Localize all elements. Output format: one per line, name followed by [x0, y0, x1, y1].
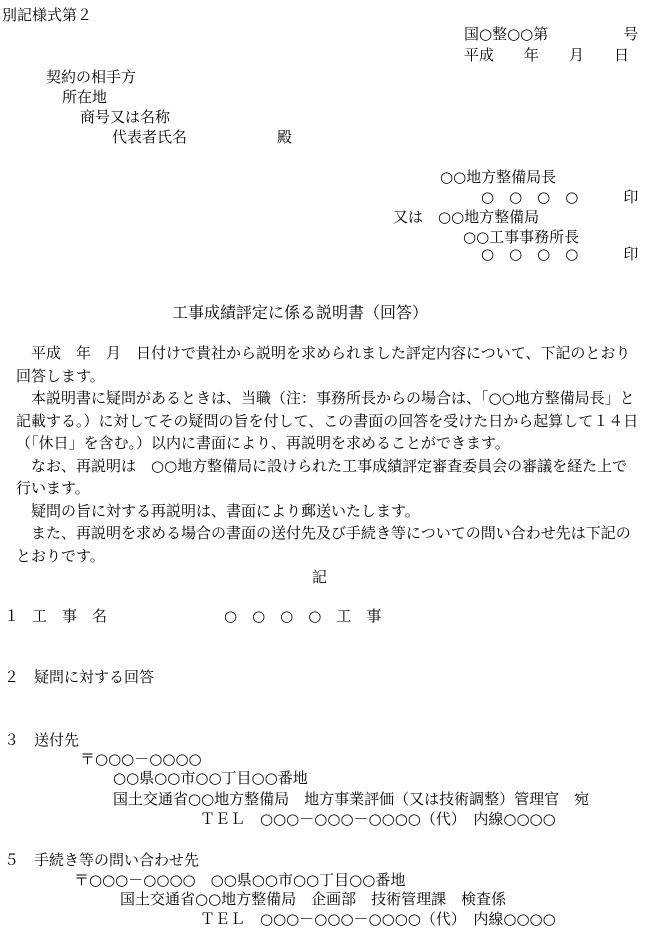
paragraph-2: 本説明書に疑問があるときは、当職（注：事務所長からの場合は、「○○地方整備局長」と記載する。）に対してその疑問の旨を付して、この書面の回答を受けた日から起算して１４日（「休日」を含む。）以内に書面により、再説明を求めることができます。 — [16, 389, 639, 452]
item-1-value: ○ ○ ○ ○ 工 事 — [224, 607, 382, 625]
sender-line-1: ○○地方整備局長 — [440, 168, 557, 186]
item-5-postal-address: 〒○○○－○○○○ ○○県○○市○○丁目○○番地 — [74, 871, 406, 889]
item-1-number: １ — [4, 607, 20, 625]
recipient-company: 商号又は名称 — [80, 108, 171, 126]
item-2-heading: ２ 疑問に対する回答 — [4, 668, 155, 686]
recipient-address: 所在地 — [62, 88, 108, 106]
item-3-address: ○○県○○市○○丁目○○番地 — [113, 769, 308, 787]
ki-heading: 記 — [312, 568, 328, 586]
recipient-representative: 代表者氏名 殿 — [112, 128, 293, 146]
paragraph-1: 平成 年 月 日付けで貴社から説明を求められました評定内容について、下記のとおり回答します。 — [16, 344, 631, 385]
sender-seal-line-1: ○ ○ ○ ○ 印 — [481, 188, 639, 206]
body-text — [16, 342, 642, 567]
item-3-postal: 〒○○○－○○○○ — [80, 750, 202, 768]
paragraph-3: なお、再説明は ○○地方整備局に設けられた工事成績評定審査委員会の審議を経た上で行います。 — [16, 456, 628, 497]
item-5-tel: ＴＥＬ ○○○－○○○－○○○○（代） 内線○○○○ — [200, 910, 556, 928]
sender-line-4: ○○工事事務所長 — [463, 228, 580, 246]
document-title: 工事成績評定に係る説明書（回答） — [172, 303, 429, 322]
sender-seal-line-2: ○ ○ ○ ○ 印 — [481, 245, 639, 263]
item-5-heading: ５ 手続き等の問い合わせ先 — [4, 851, 200, 869]
item-3-destination: 国土交通省○○地方整備局 地方事業評価（又は技術調整）管理官 宛 — [113, 790, 590, 808]
item-1-label: 工 事 名 — [32, 607, 108, 625]
recipient-heading: 契約の相手方 — [46, 68, 137, 86]
date-line: 平成 年 月 日 — [464, 46, 630, 64]
paragraph-5: また、再説明を求める場合の書面の送付先及び手続き等についての問い合わせ先は下記のとおりです。 — [16, 524, 631, 565]
item-5-destination: 国土交通省○○地方整備局 企画部 技術管理課 検査係 — [120, 890, 507, 908]
form-label: 別記様式第２ — [2, 6, 93, 24]
document-number: 国○整○○第 号 — [464, 25, 639, 43]
item-3-heading: ３ 送付先 — [4, 731, 80, 749]
sender-line-3: 又は ○○地方整備局 — [393, 208, 540, 226]
paragraph-4: 疑問の旨に対する再説明は、書面により郵送いたします。 — [16, 501, 420, 520]
item-3-tel: ＴＥＬ ○○○－○○○－○○○○（代） 内線○○○○ — [200, 810, 556, 828]
